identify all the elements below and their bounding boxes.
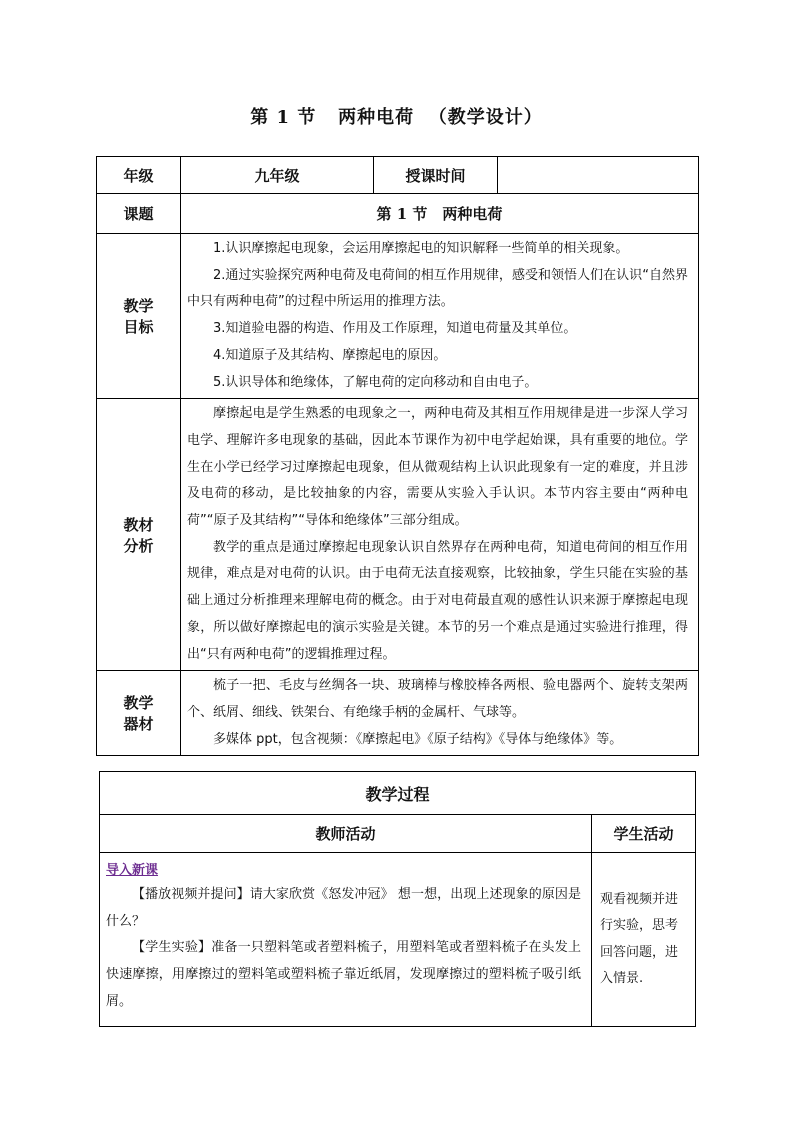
analysis-paragraph: 摩擦起电是学生熟悉的电现象之一，两种电荷及其相互作用规律是进一步深人学习电学、理解许多电现象的基础，因此本节课作为初中电学起始课，具有重要的地位。学生在小学已经学习过摩擦起电现象，但从微观结构上认识此现象有一定的难度，并且涉及电荷的移动，是比较抽象的内容，需要从实验入手认识。本节内容主要由“两种电荷”“原子及其结构”“导体和绝缘体”三部分组成。 [187, 406, 688, 529]
process-header: 教学过程 [100, 772, 696, 815]
section-title-intro: 导入新课 [106, 863, 159, 878]
goal-item: 1.认识摩擦起电现象，会运用摩擦起电的知识解释一些简单的相关现象。 [213, 241, 629, 256]
goals-content [181, 234, 699, 399]
analysis-label: 教材 分析 [97, 399, 181, 671]
title-topic: 两种电荷 [338, 107, 415, 128]
process-columns-row [100, 815, 696, 853]
goal-item: 4.知道原子及其结构、摩擦起电的原因。 [213, 347, 447, 363]
materials-label: 教学 器材 [97, 671, 181, 756]
topic-label: 课题 [97, 194, 181, 234]
materials-content [181, 671, 699, 756]
time-label: 授课时间 [374, 157, 498, 194]
goal-item: 3.知道验电器的构造、作用及工作原理，知道电荷量及其单位。 [213, 321, 577, 337]
goals-row [97, 234, 699, 399]
grade-row [97, 157, 699, 194]
analysis-paragraph: 教学的重点是通过摩擦起电现象认识自然界存在两种电荷，知道电荷间的相互作用规律，难点是对电荷的认识。由于电荷无法直接观察，比较抽象，学生只能在实验的基础上通过分析推理来理解电荷的概念。由于对电荷最直观的感性认识来源于摩擦起电现象，所以做好摩擦起电的演示实验是关键。本节的另一个难点是通过实验进行推理，得出“只有两种电荷”的逻辑推理过程。 [187, 539, 688, 662]
student-activity-header: 学生活动 [592, 815, 696, 853]
student-activity-cell: 观看视频并进行实验，思考回答问题，进入情景. [592, 853, 696, 1027]
grade-value: 九年级 [181, 157, 374, 194]
materials-paragraph: 多媒体 ppt，包含视频：《摩擦起电》《原子结构》《导体与绝缘体》等。 [213, 731, 623, 747]
teacher-activity-header: 教师活动 [100, 815, 592, 853]
grade-label: 年级 [97, 157, 181, 194]
topic-value: 第 1 节 两种电荷 [181, 194, 699, 234]
analysis-row [97, 399, 699, 671]
lesson-info-table [96, 156, 699, 756]
time-value [498, 157, 699, 194]
materials-paragraph: 梳子一把、毛皮与丝绸各一块、玻璃棒与橡胶棒各两根、验电器两个、旋转支架两个、纸屑、细线、铁架台、有绝缘手柄的金属杆、气球等。 [187, 678, 688, 720]
title-section-number: 第 1 节 [250, 107, 317, 128]
teaching-process-table [99, 771, 696, 1027]
document-title [0, 103, 793, 129]
goal-item: 5.认识导体和绝缘体，了解电荷的定向移动和自由电子。 [213, 374, 538, 390]
title-suffix: （教学设计） [428, 107, 543, 128]
process-header-row [100, 772, 696, 815]
teacher-paragraph: 【学生实验】准备一只塑料笔或者塑料梳子，用塑料笔或者塑料梳子在头发上快速摩擦，用摩擦过的塑料笔或塑料梳子靠近纸屑，发现摩擦过的塑料梳子吸引纸屑。 [106, 940, 581, 1009]
process-intro-row [100, 853, 696, 1027]
teacher-activity-cell [100, 853, 592, 1027]
materials-row [97, 671, 699, 756]
goals-label: 教学 目标 [97, 234, 181, 399]
teacher-paragraph: 【播放视频并提问】请大家欣赏《怒发冲冠》 想一想，出现上述现象的原因是什么？ [106, 887, 581, 929]
analysis-content [181, 399, 699, 671]
goal-item: 2.通过实验探究两种电荷及电荷间的相互作用规律，感受和领悟人们在认识“自然界中只有两种电荷”的过程中所运用的推理方法。 [187, 267, 688, 310]
topic-row [97, 194, 699, 234]
